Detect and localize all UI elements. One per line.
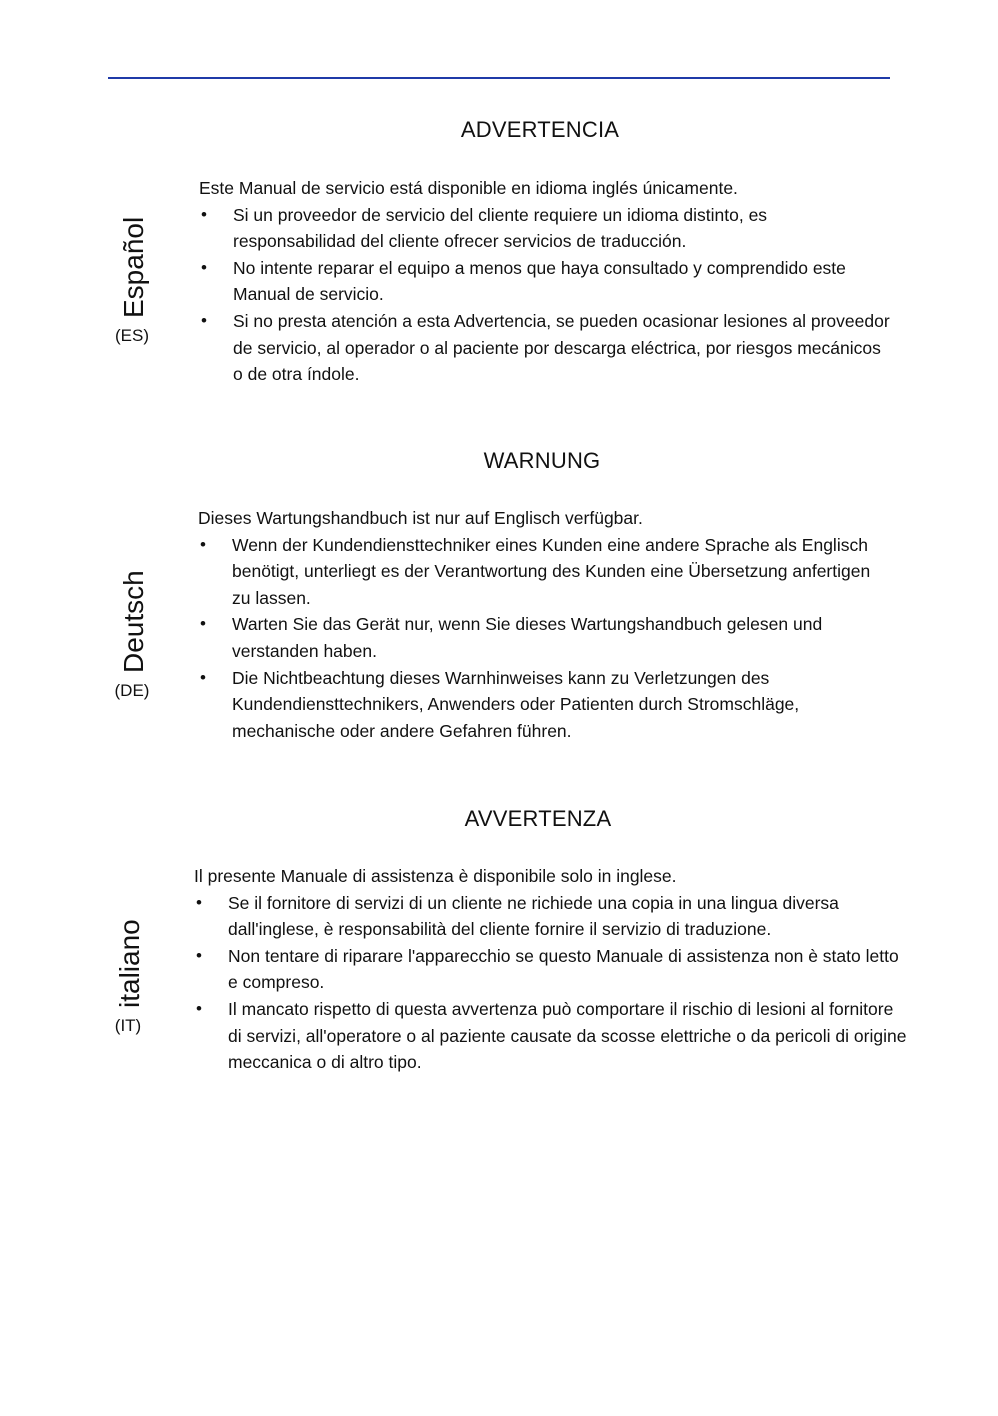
language-code: (DE): [114, 681, 150, 700]
warning-body: [199, 175, 899, 388]
bullet-icon: •: [201, 204, 207, 224]
warning-body: [194, 863, 907, 1076]
warning-body: [198, 505, 898, 744]
intro-text: Dieses Wartungshandbuch ist nur auf Englisch verfügbar.: [198, 508, 643, 528]
bullet-text: No intente reparar el equipo a menos que haya consultado y comprendido este Manual de servicio.: [233, 257, 846, 305]
intro-text: Il presente Manuale di assistenza è disponibile solo in inglese.: [194, 866, 677, 886]
list-item: [198, 611, 882, 664]
bullet-icon: •: [196, 892, 202, 912]
intro-text: Este Manual de servicio está disponible en idioma inglés únicamente.: [199, 178, 738, 198]
language-code: (IT): [114, 1016, 142, 1035]
bullet-icon: •: [200, 614, 206, 634]
bullet-text: Se il fornitore di servizi di un cliente ne richiede una copia in una lingua diversa dall'inglese, è responsabilità del cliente fornire il servizio di traduzione.: [228, 892, 839, 940]
section-heading: AVVERTENZA: [464, 806, 612, 831]
bullet-text: Warten Sie das Gerät nur, wenn Sie dieses Wartungshandbuch gelesen und verstanden haben.: [232, 614, 823, 661]
bullet-icon: •: [196, 945, 202, 965]
list-item: [194, 996, 908, 1076]
bullet-icon: •: [201, 310, 207, 330]
language-name: Deutsch: [118, 570, 149, 673]
list-item: [194, 943, 908, 996]
list-item: [198, 665, 892, 745]
section-heading: ADVERTENCIA: [460, 117, 620, 142]
list-item: [194, 890, 878, 943]
bullet-list: [198, 532, 898, 745]
language-label: [112, 555, 152, 715]
list-item: [199, 308, 893, 388]
bullet-icon: •: [200, 667, 206, 687]
bullet-text: Die Nichtbeachtung dieses Warnhinweises kann zu Verletzungen des Kundendiensttechnikers, Anwenders oder Patienten durch Stromschläge, mechanische oder andere Gefahren führen.: [232, 667, 800, 741]
section-heading: WARNUNG: [483, 448, 601, 473]
bullet-text: Si un proveedor de servicio del cliente requiere un idioma distinto, es responsabilidad del cliente ofrecer servicios de traducción.: [233, 204, 768, 252]
language-label: [108, 902, 148, 1062]
list-item: [199, 255, 893, 308]
header-rule: [108, 77, 890, 79]
bullet-text: Si no presta atención a esta Advertencia, se pueden ocasionar lesiones al proveedor de servicio, al operador o al paciente por descarga eléctrica, por riesgos mecánicos o de otra índole.: [233, 310, 890, 385]
list-item: [198, 532, 882, 612]
bullet-text: Non tentare di riparare l'apparecchio se questo Manuale di assistenza non è stato letto e compreso.: [228, 945, 899, 993]
language-name: italiano: [114, 919, 145, 1008]
bullet-text: Wenn der Kundendiensttechniker eines Kunden eine andere Sprache als Englisch benötigt, unterliegt es der Verantwortung des Kunden eine Übersetzung anfertigen zu lassen.: [232, 534, 871, 608]
bullet-icon: •: [200, 534, 206, 554]
language-label: [112, 200, 152, 360]
bullet-icon: •: [201, 257, 207, 277]
language-code: (ES): [115, 326, 149, 345]
bullet-list: [199, 202, 899, 388]
bullet-text: Il mancato rispetto di questa avvertenza può comportare il rischio di lesioni al fornitore di servizi, all'operatore o al paziente causate da scosse elettriche o da pericoli di origine meccanica o di altro tipo.: [228, 998, 907, 1073]
language-name: Español: [118, 216, 149, 318]
list-item: [199, 202, 873, 255]
bullet-icon: •: [196, 998, 202, 1018]
bullet-list: [194, 890, 907, 1076]
